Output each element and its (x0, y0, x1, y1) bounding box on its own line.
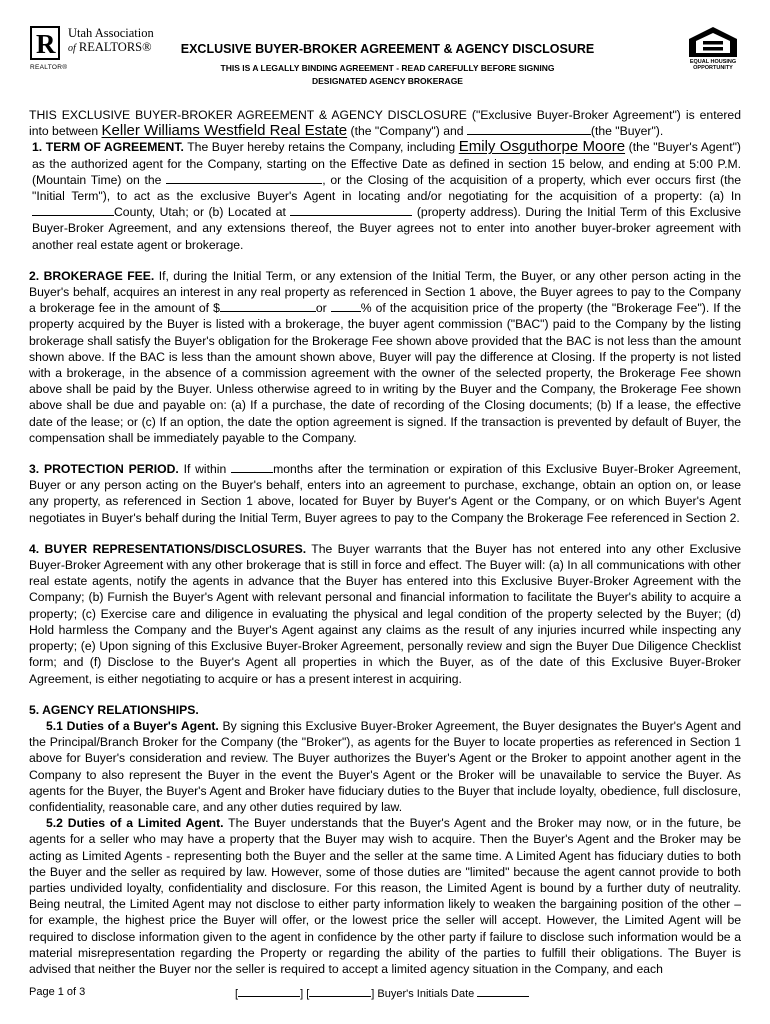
section-2-text-2: % of the acquisition price of the property (the "Brokerage Fee"). If the property acquired by the Buyer is listed with a brokerage, the buyer agent commission ("BAC") paid to the Company by the listing brokerage shall satisfy the Buyer's obligation for the Brokerage Fee shown above provided that the BAC is not less than the amount shown above. If the BAC is less than the amount shown above, Buyer will pay the difference at Closing. If the property is not listed with a brokerage, in the absence of a commission agreement with the owner of the selected property, the Brokerage Fee shown above shall be paid by the Buyer. Unless otherwise agreed to in writing by the Buyer and the Company, the Brokerage Fee shown above shall be due and payable on: (a) If a purchase, the date of recording of the Closing documents; (b) If a lease, the effective date of the lease; or (c) If an option, the date the option agreement is signed. If the transaction is prevented by default of Buyer, the compensation shall be immediately payable to the Company. (29, 301, 741, 445)
section-5-1-paragraph (29, 718, 741, 815)
initials-date-field[interactable] (477, 986, 529, 997)
initials-bracket-open-1: [ (235, 988, 239, 1000)
buyer-initials-field-1[interactable] (238, 986, 300, 997)
section-2-or: or (315, 301, 327, 316)
equal-housing-logo (684, 26, 742, 74)
buyer-name-field[interactable] (467, 123, 591, 135)
buyers-agent-field[interactable]: Emily Osguthorpe Moore (458, 138, 626, 156)
intro-text-3: (the "Buyer"). (590, 124, 664, 139)
property-address-field[interactable] (290, 204, 412, 216)
buyer-initials-field-2[interactable] (309, 986, 371, 997)
section-1-term (29, 139, 741, 252)
section-5-1-heading: 5.1 Duties of a Buyer's Agent. (46, 718, 219, 733)
section-4-heading: 4. BUYER REPRESENTATIONS/DISCLOSURES. (29, 541, 307, 556)
logo-association-name (68, 26, 164, 56)
company-name-field[interactable]: Keller Williams Westfield Real Estate (101, 122, 348, 140)
page-number: Page 1 of 3 (29, 986, 86, 998)
intro-text-2: (the "Company") and (350, 124, 464, 139)
section-4-buyer-representations (29, 541, 741, 687)
section-2-text-1: If, during the Initial Term, or any extension of the Initial Term, the Buyer, or any other person acting in the Buyer's behalf, acquires an interest in any real property as referenced in Section 1 above, the Buyer agrees to pay to the Company a brokerage fee in the amount of $ (29, 268, 742, 316)
logo-name-line-1: Utah Association (68, 26, 154, 40)
section-1-text-3: , or the Closing of the acquisition of a property, which ever occurs first (the "Initial Term"), to act as the exclusive Buyer's Agent in locating and/or negotiating for the acquisition of a property: (a) In (32, 172, 742, 204)
logo-tagline: REALTOR® (30, 64, 68, 71)
section-1-heading: 1. TERM OF AGREEMENT. (32, 140, 184, 155)
intro-text-1: THIS EXCLUSIVE BUYER-BROKER AGREEMENT & AGENCY DISCLOSURE ("Exclusive Buyer-Broker Agreement") is entered into between (29, 108, 741, 139)
fee-amount-field[interactable] (220, 300, 316, 312)
intro-paragraph (29, 107, 741, 139)
section-5-heading: 5. AGENCY RELATIONSHIPS. (29, 702, 199, 717)
eho-text-line-2: OPPORTUNITY (693, 65, 733, 71)
realtors-logo (30, 26, 160, 74)
logo-name-line-2: REALTORS® (78, 40, 152, 54)
document-subtitle (170, 62, 605, 88)
date-label: Date (451, 988, 475, 1000)
realtor-r-icon (30, 26, 60, 60)
section-5-heading-line (29, 702, 741, 718)
equal-housing-text (684, 59, 742, 71)
section-1-text-2: (the "Buyer's Agent") as the authorized agent for the Company, starting on the Effective Date as defined in section 15 below, and ending at 5:00 P.M. (Mountain Time) on the (32, 140, 741, 187)
buyer-initials-line (235, 986, 529, 1000)
section-1-text-1: The Buyer hereby retains the Company, including (187, 140, 456, 155)
initials-label: Buyer's Initials (377, 988, 448, 1000)
section-3-protection-period (29, 461, 741, 526)
fee-percent-field[interactable] (331, 300, 361, 312)
section-5-2-heading: 5.2 Duties of a Limited Agent. (46, 816, 224, 831)
initials-bracket-close-1: ] (300, 988, 304, 1000)
section-2-heading: 2. BROKERAGE FEE. (29, 268, 155, 283)
section-2-brokerage-fee (29, 268, 741, 446)
equal-housing-house-icon (687, 26, 739, 58)
eho-text-line-1: EQUAL HOUSING (689, 59, 737, 65)
initials-bracket-open-2: [ (306, 988, 310, 1000)
section-1-text-5: (property address). During the Initial Term of this Exclusive Buyer-Broker Agreement, and any extensions thereof, the Buyer agrees not to enter into another buyer-broker agreement with another real estate agent or brokerage. (32, 205, 742, 252)
section-3-text-1: If within (183, 462, 227, 477)
section-3-text-2: months after the termination or expiration of this Exclusive Buyer-Broker Agreement, Buyer or any person acting on the Buyer's behalf, enters into an agreement to purchase, exchange, obtain an option on, or lease any property, as referenced in Section 1 above, located for Buyer by Buyer's Agent or the Company, or on which Buyer's Agent negotiates in Buyer's behalf during the Initial Term, Buyer agrees to pay to the Company the Brokerage Fee referenced in Section 2. (29, 462, 741, 525)
section-5-1-text: By signing this Exclusive Buyer-Broker Agreement, the Buyer designates the Buyer's Agent and the Principal/Branch Broker for the Company (the "Broker"), as agents for the Buyer to locate properties as referenced in Section 1 above for Buyer's consideration and review. The Buyer authorizes the Buyer's Agent or the Broker to appoint another agent in the Company to also represent the Buyer in the event the Buyer's Agent or the Broker will be unavailable to service the Buyer. As agents for the Buyer, the Buyer's Agent and Broker have fiduciary duties to the Buyer that include loyalty, obedience, full disclosure, confidentiality, reasonable care, and any other duties required by law. (29, 718, 742, 814)
logo-letter: R (36, 29, 56, 59)
section-1-text-4: County, Utah; or (b) Located at (114, 205, 286, 220)
section-3-heading: 3. PROTECTION PERIOD. (29, 462, 179, 477)
subtitle-line-1: THIS IS A LEGALLY BINDING AGREEMENT - READ CAREFULLY BEFORE SIGNING (220, 63, 555, 73)
protection-months-field[interactable] (231, 461, 273, 473)
section-4-text: The Buyer warrants that the Buyer has not entered into any other Exclusive Buyer-Broker Agreement with any other brokerage that is still in force and effect. The Buyer will: (a) In all communications with other real estate agents, notify the agents in advance that the Buyer has entered into this Exclusive Buyer-Broker Agreement with the Company; (b) Furnish the Buyer's Agent with relevant personal and financial information to facilitate the Buyer's ability to acquire a property; (c) Exercise care and diligence in evaluating the physical and legal condition of the property selected by the Buyer; (d) Hold harmless the Company and the Buyer's Agent against any claims as the result of any injuries incurred while inspecting any property; (e) Upon signing of this Exclusive Buyer-Broker Agreement, personally review and sign the Buyer Due Diligence Checklist form; and (f) Disclose to the Buyer's Agent all properties in which the Buyer, as of the date of this Exclusive Buyer-Broker Agreement, is either negotiating to acquire or has a present interest in acquiring. (29, 541, 742, 686)
section-5-2-paragraph (29, 815, 741, 977)
document-body (29, 107, 741, 977)
county-field[interactable] (32, 204, 114, 216)
initials-bracket-close-2: ] (371, 988, 375, 1000)
end-date-field[interactable] (166, 172, 322, 184)
document-title: EXCLUSIVE BUYER-BROKER AGREEMENT & AGENCY DISCLOSURE (180, 42, 595, 56)
logo-name-of: of (68, 43, 76, 54)
section-5-2-text: The Buyer understands that the Buyer's Agent and the Broker may now, or in the future, be agents for a seller who may have a property that the Buyer may wish to acquire. Then the Buyer's Agent and the Broker may be acting as Limited Agents - representing both the Buyer and the seller at the same time. A Limited Agent has fiduciary duties to both the Buyer and the seller as required by law. However, some of those duties are "limited" because the agent cannot provide to both parties undivided loyalty, confidentiality and disclosure. For this reason, the Limited Agent is bound by a further duty of neutrality. Being neutral, the Limited Agent may not disclose to either party information likely to weaken the bargaining position of the other – for example, the highest price the Buyer will offer, or the lowest price the seller will accept. However, the Limited Agent will be required to disclose information given to the agent in confidence by the other party if failure to disclose such information would be a material misrepresentation regarding the Property or regarding the ability of the parties to fulfill their obligations. The Buyer is advised that neither the Buyer nor the seller is required to accept a limited agency situation in the Company, and each (29, 816, 741, 976)
subtitle-line-2: DESIGNATED AGENCY BROKERAGE (312, 76, 463, 86)
